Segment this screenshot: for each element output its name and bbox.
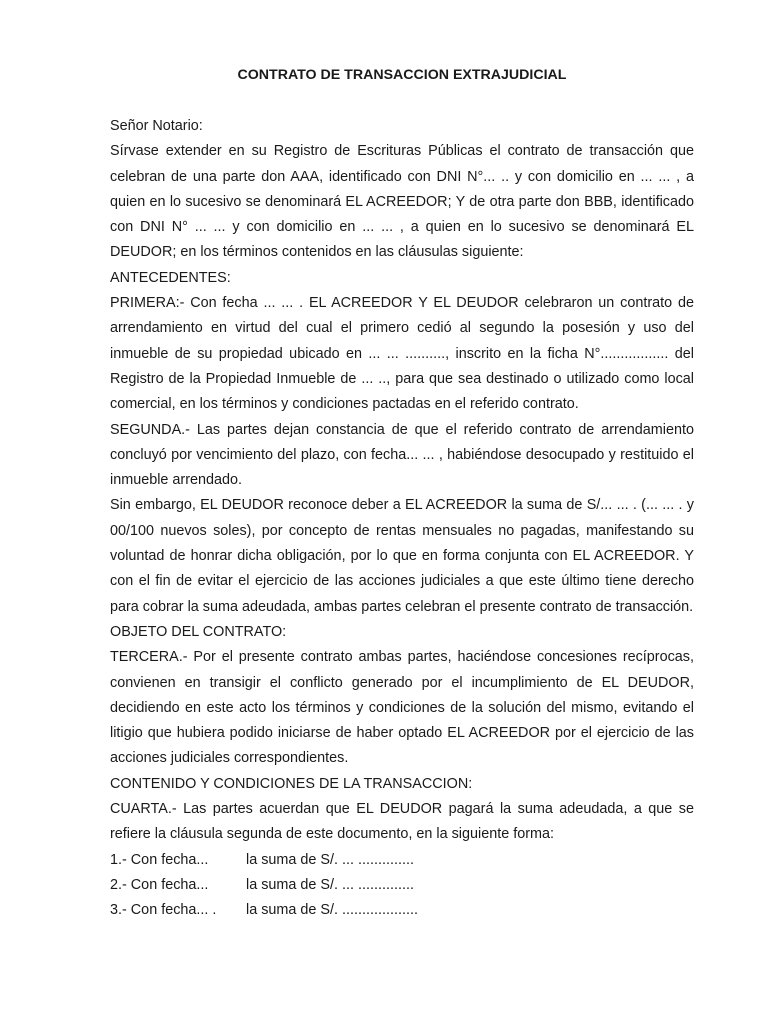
document-title: CONTRATO DE TRANSACCION EXTRAJUDICIAL bbox=[237, 67, 567, 83]
document-page bbox=[110, 64, 694, 924]
clause-cuarta: CUARTA.- Las partes acuerdan que EL DEUDOR pagará la suma adeudada, a que se refiere la cláusula segunda de este documento, en la siguiente forma: bbox=[110, 801, 694, 843]
clause-segunda: SEGUNDA.- Las partes dejan constancia de que el referido contrato de arrendamiento concluyó por vencimiento del plazo, con fecha... ... , habiéndose desocupado y restituido el inmueble arrendado. bbox=[110, 421, 694, 489]
installment-item bbox=[110, 898, 694, 923]
installment-date: 2.- Con fecha... bbox=[110, 876, 209, 893]
heading-antecedentes: ANTECEDENTES: bbox=[110, 269, 231, 286]
clause-tercera: TERCERA.- Por el presente contrato ambas partes, haciéndose concesiones recíprocas, convienen en transigir el conflicto generado por el incumplimiento de EL DEUDOR, decidiendo en este acto los términos y condiciones de la solución del mismo, evitando el litigio que hubiera podido iniciarse de haber optado EL ACREEDOR por el ejercicio de las acciones judiciales correspondientes. bbox=[110, 649, 694, 767]
heading-contenido: CONTENIDO Y CONDICIONES DE LA TRANSACCION: bbox=[110, 775, 473, 792]
installment-date: 1.- Con fecha... bbox=[110, 851, 209, 868]
installment-item bbox=[110, 873, 694, 898]
heading-objeto: OBJETO DEL CONTRATO: bbox=[110, 623, 287, 640]
installment-amount: la suma de S/. ................... bbox=[246, 902, 418, 919]
clause-primera: PRIMERA:- Con fecha ... ... . EL ACREEDOR Y EL DEUDOR celebraron un contrato de arrendamiento en virtud del cual el primero cedió al segundo la posesión y uso del inmueble de su propiedad ubicado en ... ... .........., inscrito en la ficha N°................. del Registro de la Propiedad Inmueble de ... .., para que sea destinado o utilizado como local comercial, en los términos y condiciones pactadas en el referido contrato. bbox=[110, 295, 694, 413]
installment-item bbox=[110, 848, 694, 873]
salutation: Señor Notario: bbox=[110, 118, 203, 134]
installment-list bbox=[110, 848, 694, 924]
installment-amount: la suma de S/. ... .............. bbox=[246, 851, 414, 868]
installment-date: 3.- Con fecha... . bbox=[110, 902, 217, 919]
intro-paragraph: Sírvase extender en su Registro de Escrituras Públicas el contrato de transacción que celebran de una parte don AAA, identificado con DNI N°... .. y con domicilio en ... ... , a quien en lo sucesivo se denominará EL ACREEDOR; Y de otra parte don BBB, identificado con DNI N° ... ... y con domicilio en ... ... , a quien en lo sucesivo se denominará EL DEUDOR; en los términos contenidos en las cláusulas siguiente: bbox=[110, 143, 694, 261]
installment-amount: la suma de S/. ... .............. bbox=[246, 876, 414, 893]
paragraph-sin-embargo: Sin embargo, EL DEUDOR reconoce deber a EL ACREEDOR la suma de S/... ... . (... ... . y 00/100 nuevos soles), por concepto de rentas mensuales no pagadas, manifestando su voluntad de honrar dicha obligación, por lo que en forma conjunta con EL ACREEDOR. Y con el fin de evitar el ejercicio de las acciones judiciales a que este último tiene derecho para cobrar la suma adeudada, ambas partes celebran el presente contrato de transacción. bbox=[110, 497, 694, 615]
